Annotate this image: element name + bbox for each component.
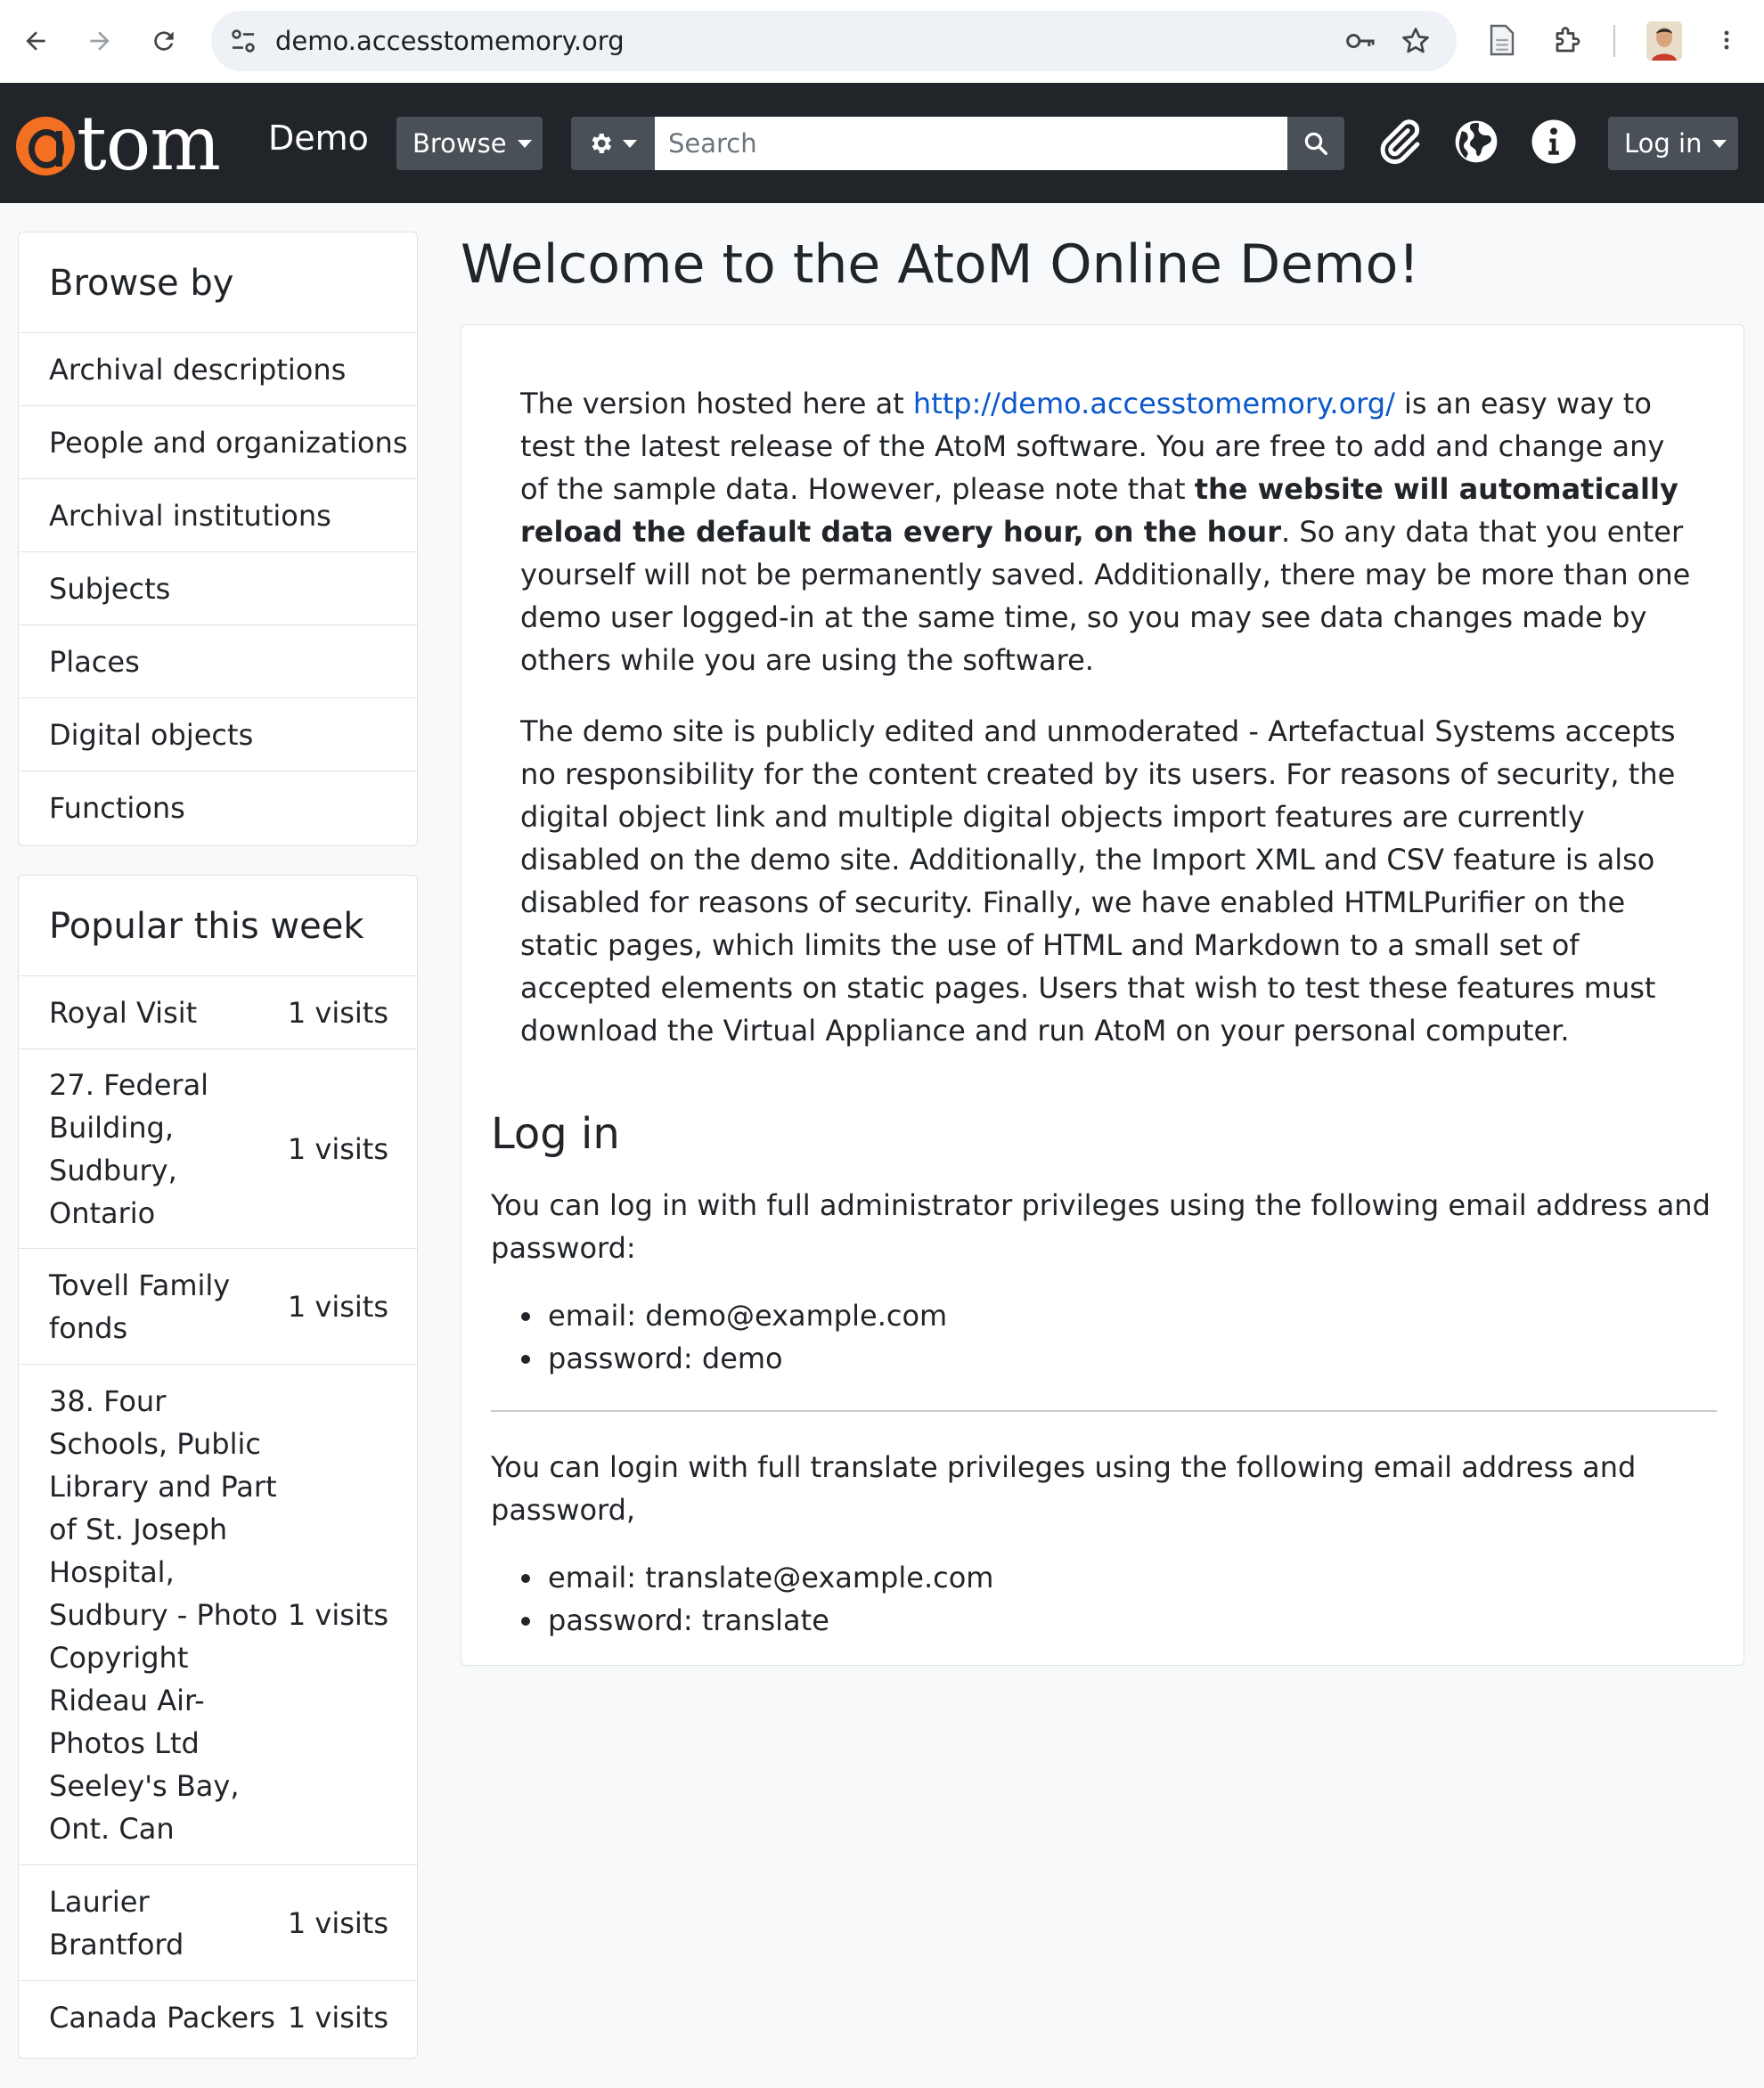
avatar-icon bbox=[1646, 21, 1682, 61]
admin-login-text: You can log in with full administrator privileges using the following email address and password: bbox=[491, 1188, 1711, 1265]
atom-logo[interactable] bbox=[16, 100, 220, 187]
search-options-button[interactable] bbox=[571, 117, 655, 170]
browse-item-functions[interactable]: Functions bbox=[49, 791, 185, 825]
site-name[interactable]: Demo bbox=[268, 118, 369, 158]
p1-text-end: . So any data that you enter yourself will not be permanently saved. Additionally, there may be more than one demo user logged-in at the same time, so you may see data changes made by others while you are using the software. bbox=[520, 515, 1691, 677]
popular-item-visits: 1 visits bbox=[287, 995, 388, 1030]
popular-item-title[interactable]: 27. Federal Building, Sudbury, Ontario bbox=[49, 1067, 209, 1230]
translate-password: password: translate bbox=[518, 1599, 1717, 1642]
popular-item-title[interactable]: Laurier Brantford bbox=[49, 1884, 184, 1962]
search-input[interactable] bbox=[655, 117, 1287, 170]
popular-item-visits: 1 visits bbox=[287, 2001, 388, 2035]
toolbar-separator bbox=[1613, 25, 1615, 57]
login-menu-button[interactable] bbox=[1608, 117, 1738, 170]
login-heading: Log in bbox=[491, 1109, 620, 1159]
reload-button[interactable] bbox=[139, 16, 189, 66]
popular-item-title[interactable]: Royal Visit bbox=[49, 995, 198, 1030]
popular-item[interactable] bbox=[19, 976, 417, 1049]
caret-down-icon bbox=[1712, 140, 1727, 148]
more-vertical-icon bbox=[1723, 27, 1730, 53]
atom-logo-mark bbox=[16, 117, 75, 175]
popular-this-week-card bbox=[18, 875, 418, 2059]
popular-item[interactable] bbox=[19, 1981, 417, 2054]
atom-logo-text: tom bbox=[77, 100, 220, 187]
popular-item[interactable] bbox=[19, 1865, 417, 1981]
divider bbox=[491, 1410, 1717, 1412]
intro-text bbox=[520, 382, 1696, 1081]
popular-item-visits: 1 visits bbox=[287, 1597, 388, 1632]
intro-paragraph-2: The demo site is publicly edited and unmoderated - Artefactual Systems accepts no responsibility for the content created by its users. For reasons of security, the digital object link and multiple digital objects import features are currently disabled on the demo site. Additionally, the Import XML and CSV feature is also disabled for reasons of security. Finally, we have enabled HTMLPurifier on the static pages, which limits the use of HTML and Markdown to a small set of accepted elements on static pages. Users that wish to test these features must download the Virtual Appliance and run AtoM on your personal computer. bbox=[520, 714, 1676, 1048]
browse-item-places[interactable]: Places bbox=[19, 625, 417, 698]
search-submit-button[interactable] bbox=[1287, 117, 1344, 170]
address-bar[interactable] bbox=[211, 11, 1457, 71]
caret-down-icon bbox=[623, 140, 637, 148]
popular-item[interactable] bbox=[19, 1049, 417, 1249]
site-settings-icon bbox=[227, 25, 259, 57]
popular-item-visits: 1 visits bbox=[287, 1131, 388, 1166]
caret-down-icon bbox=[518, 140, 532, 148]
browse-item-digital-objects[interactable]: Digital objects bbox=[19, 698, 417, 771]
extensions-button[interactable] bbox=[1550, 20, 1586, 61]
browse-item-archival-institutions[interactable]: Archival institutions bbox=[19, 479, 417, 552]
browser-menu-button[interactable] bbox=[1709, 20, 1744, 61]
popular-heading: Popular this week bbox=[19, 876, 417, 976]
reading-mode-button[interactable] bbox=[1484, 20, 1520, 61]
browse-by-heading: Browse by bbox=[19, 232, 417, 333]
browse-item-people-and-organizations[interactable]: People and organizations bbox=[19, 406, 417, 479]
puzzle-icon bbox=[1552, 24, 1584, 56]
p1-text-start: The version hosted here at bbox=[520, 387, 913, 420]
browse-item-archival-descriptions[interactable]: Archival descriptions bbox=[19, 333, 417, 406]
key-icon[interactable] bbox=[1344, 25, 1378, 57]
admin-password: password: demo bbox=[518, 1337, 1717, 1380]
profile-avatar[interactable] bbox=[1646, 21, 1682, 61]
browse-label: Browse bbox=[412, 128, 507, 159]
arrow-left-icon bbox=[21, 27, 50, 55]
search-icon bbox=[1303, 130, 1329, 157]
gear-icon bbox=[587, 130, 614, 157]
translate-credentials-list bbox=[518, 1556, 1717, 1642]
p1-text-middle: is an easy way to test the latest release of the AtoM software. You are free to add and change any of the sample data. However, please note that bbox=[520, 387, 1665, 506]
document-icon bbox=[1488, 23, 1516, 57]
p1-bold-notice: the website will automatically reload the default data every hour, on the hour bbox=[520, 472, 1678, 549]
star-icon[interactable] bbox=[1400, 25, 1432, 57]
popular-item-title[interactable]: Canada Packers bbox=[49, 2001, 275, 2035]
back-button[interactable] bbox=[11, 16, 61, 66]
popular-item-title[interactable]: Tovell Family fonds bbox=[49, 1268, 231, 1345]
paperclip-icon bbox=[1375, 118, 1423, 166]
forward-button[interactable] bbox=[75, 16, 125, 66]
translate-email: email: translate@example.com bbox=[518, 1556, 1717, 1599]
intro-paragraph-1 bbox=[520, 382, 1696, 681]
translate-login-text: You can login with full translate privileges using the following email address and password, bbox=[491, 1450, 1637, 1527]
globe-icon bbox=[1451, 117, 1501, 167]
clipboard-button[interactable] bbox=[1372, 115, 1425, 168]
site-header bbox=[0, 83, 1764, 203]
url-text[interactable]: demo.accesstomemory.org bbox=[275, 26, 625, 56]
browse-by-card bbox=[18, 232, 418, 846]
language-button[interactable] bbox=[1450, 115, 1503, 168]
about-button[interactable] bbox=[1527, 115, 1580, 168]
popular-item-visits: 1 visits bbox=[287, 1289, 388, 1324]
arrow-right-icon bbox=[86, 27, 114, 55]
login-label: Log in bbox=[1624, 128, 1703, 159]
welcome-content-card bbox=[461, 324, 1744, 1666]
popular-item[interactable] bbox=[19, 1249, 417, 1365]
browse-menu-button[interactable] bbox=[396, 117, 543, 170]
demo-site-link[interactable]: http://demo.accesstomemory.org/ bbox=[912, 387, 1395, 420]
popular-item-visits: 1 visits bbox=[287, 1905, 388, 1940]
admin-credentials-list bbox=[518, 1294, 1717, 1380]
browser-chrome bbox=[0, 0, 1764, 83]
popular-item-title[interactable]: 38. Four Schools, Public Library and Part of St. Joseph Hospital, Sudbury - Photo Copyright Rideau Air-Photos Ltd Seeley's Bay, Ont. Can bbox=[49, 1383, 278, 1846]
page-title: Welcome to the AtoM Online Demo! bbox=[461, 233, 1420, 296]
info-icon bbox=[1529, 117, 1579, 167]
browse-item-subjects[interactable]: Subjects bbox=[19, 552, 417, 625]
login-info-section bbox=[491, 1109, 1717, 1672]
reload-icon bbox=[150, 27, 178, 55]
admin-email: email: demo@example.com bbox=[518, 1294, 1717, 1337]
popular-item[interactable] bbox=[19, 1365, 417, 1865]
